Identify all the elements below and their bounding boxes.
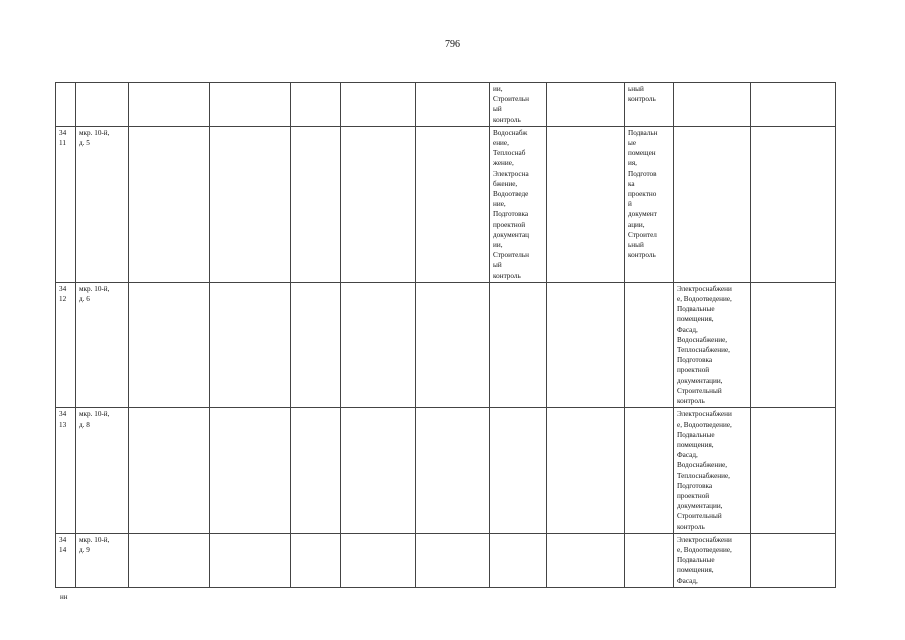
address-cell <box>76 282 129 407</box>
address-cell-text: мкр. 10-й, д. 9 <box>79 535 110 554</box>
work-types-cell <box>625 408 674 533</box>
row-index-cell-text: 34 13 <box>59 410 67 429</box>
address-cell <box>76 83 129 127</box>
empty-cell <box>341 83 416 127</box>
work-types-cell-text: ьный контроль <box>628 85 656 104</box>
table-row <box>56 83 836 127</box>
empty-cell <box>341 282 416 407</box>
work-types-cell <box>490 126 547 282</box>
empty-cell <box>751 408 836 533</box>
address-cell <box>76 126 129 282</box>
empty-cell <box>210 83 291 127</box>
empty-cell <box>210 282 291 407</box>
empty-cell <box>547 408 625 533</box>
empty-cell <box>210 533 291 587</box>
work-types-cell-text: Подвальн ые помещен ия, Подготов ка проектно й документ ации, Строител ьный контроль <box>628 128 658 260</box>
work-types-cell <box>625 282 674 407</box>
work-types-cell-text: Водоснабж ение, Теплоснаб жение, Электросна бжение, Водоотведе ние, Подготовка проектной документац ии, Строительн ый контроль <box>493 128 530 280</box>
address-cell-text: мкр. 10-й, д. 8 <box>79 410 110 429</box>
empty-cell <box>547 533 625 587</box>
row-index-cell <box>56 408 76 533</box>
empty-cell <box>416 282 490 407</box>
work-types-cell <box>674 533 751 587</box>
work-types-cell <box>625 126 674 282</box>
table-row <box>56 126 836 282</box>
row-index-cell-text: 34 12 <box>59 284 67 304</box>
work-types-cell-text: Электроснабжени е, Водоотведение, Подвальные помещения, Фасад, Водоснабжение, Теплоснабжение, Подготовка проектной документации, Строительный контроль <box>677 410 732 531</box>
empty-cell <box>129 533 210 587</box>
empty-cell <box>210 408 291 533</box>
empty-cell <box>547 126 625 282</box>
table-row <box>56 282 836 407</box>
empty-cell <box>416 83 490 127</box>
row-index-cell-text: 34 14 <box>59 535 67 554</box>
works-table <box>55 82 836 588</box>
empty-cell <box>291 282 341 407</box>
work-types-cell-text: ии, Строительн ый контроль <box>493 85 530 124</box>
work-types-cell <box>674 282 751 407</box>
work-types-cell <box>674 126 751 282</box>
table-row <box>56 408 836 533</box>
empty-cell <box>291 408 341 533</box>
empty-cell <box>210 126 291 282</box>
work-types-cell <box>625 83 674 127</box>
empty-cell <box>547 83 625 127</box>
address-cell-text: мкр. 10-й, д. 6 <box>79 284 110 304</box>
row-index-cell <box>56 126 76 282</box>
table-row <box>56 533 836 587</box>
empty-cell <box>341 533 416 587</box>
empty-cell <box>751 282 836 407</box>
row-index-cell <box>56 533 76 587</box>
address-cell <box>76 408 129 533</box>
empty-cell <box>291 83 341 127</box>
work-types-cell <box>674 408 751 533</box>
empty-cell <box>751 126 836 282</box>
work-types-cell <box>625 533 674 587</box>
empty-cell <box>129 83 210 127</box>
empty-cell <box>751 83 836 127</box>
empty-cell <box>416 126 490 282</box>
empty-cell <box>547 282 625 407</box>
page-number: 796 <box>445 39 460 50</box>
empty-cell <box>129 408 210 533</box>
empty-cell <box>129 126 210 282</box>
work-types-cell <box>490 83 547 127</box>
work-types-cell <box>490 408 547 533</box>
work-types-cell-text: Электроснабжени е, Водоотведение, Подвальные помещения, Фасад, Водоснабжение, Теплоснабжение, Подготовка проектной документации, Строительный контроль <box>677 284 732 406</box>
work-types-cell-text: Электроснабжени е, Водоотведение, Подвальные помещения, Фасад, <box>677 535 732 585</box>
row-index-cell-text: 34 11 <box>59 128 67 148</box>
work-types-cell <box>490 533 547 587</box>
empty-cell <box>416 408 490 533</box>
empty-cell <box>341 126 416 282</box>
address-cell <box>76 533 129 587</box>
work-types-cell <box>674 83 751 127</box>
empty-cell <box>291 126 341 282</box>
empty-cell <box>416 533 490 587</box>
empty-cell <box>129 282 210 407</box>
row-index-cell <box>56 83 76 127</box>
empty-cell <box>291 533 341 587</box>
work-types-cell <box>490 282 547 407</box>
empty-cell <box>751 533 836 587</box>
footer-mark: нн <box>60 593 68 601</box>
empty-cell <box>341 408 416 533</box>
row-index-cell <box>56 282 76 407</box>
address-cell-text: мкр. 10-й, д. 5 <box>79 128 110 148</box>
